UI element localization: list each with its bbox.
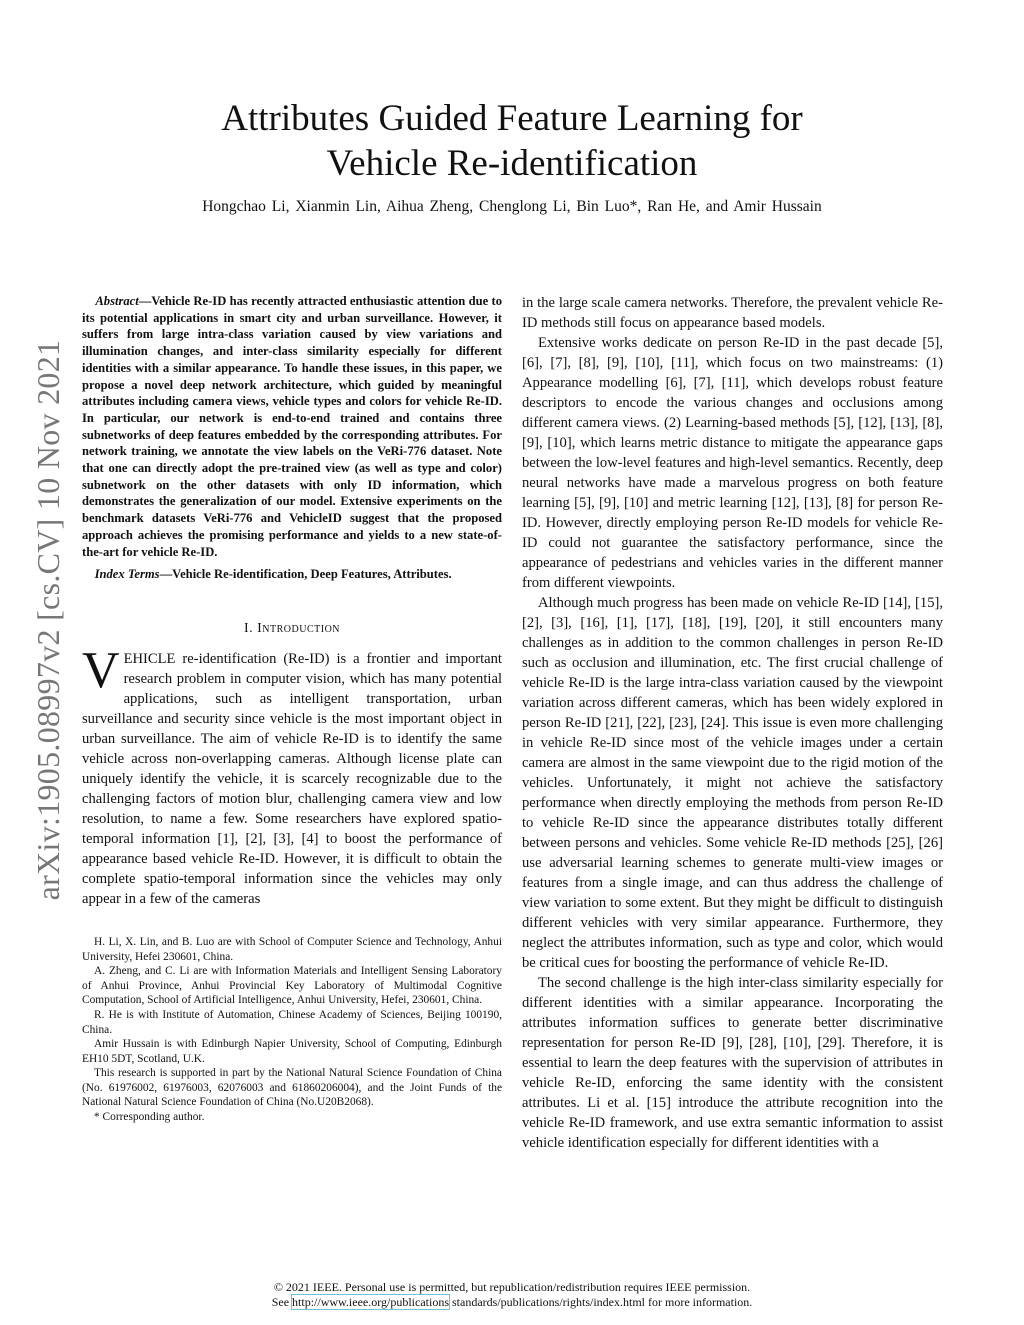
footnote-item: Amir Hussain is with Edinburgh Napier University, School of Computing, Edinburgh EH10 5DT, Scotland, U.K.: [82, 1038, 502, 1065]
body-paragraph: in the large scale camera networks. Therefore, the prevalent vehicle Re-ID methods still focus on appearance based models.: [522, 295, 943, 331]
intro-text: EHICLE re-identification (Re-ID) is a frontier and important research problem in computer vision, which has many potential applications, such as intelligent transportation, urban surveillance and security since vehicle is the most important object in urban surveillance. The aim of vehicle Re-ID is to identify the same vehicle across non-overlapping cameras. Although license plate can uniquely identify the vehicle, it is scarcely recognizable due to the challenging factors of motion blur, challenging camera view and low resolution, to name a few. Some researchers have explored spatio-temporal information [1], [2], [3], [4] to boost the performance of appearance based vehicle Re-ID. However, it is difficult to obtain the complete spatio-temporal information since the vehicles may only appear in a few of the cameras: [82, 650, 502, 907]
paper-title: [0, 96, 1024, 186]
abstract: [82, 293, 502, 560]
intro-paragraph: [82, 641, 502, 909]
body-paragraph: Extensive works dedicate on person Re-ID in the past decade [5], [6], [7], [8], [9], [10], [11], which focus on two mainstreams: (1) Appearance modelling [6], [7], [11], which develops robust feature descriptors to encode the various changes and occlusions among different camera views. (2) Learning-based methods [5], [12], [13], [8], [9], [10], which learns metric distance to mitigate the appearance gaps between the low-level features and high-level semantics. Recently, deep neural networks have made a marvelous progress on both feature learning [5], [9], [10] and metric learning [12], [13], [8] for person Re-ID. However, directly employing person Re-ID models for vehicle Re-ID could not guarantee the satisfactory performance, since the appearance of pedestrians and vehicles varies in the different manner from different viewpoints.: [522, 335, 943, 591]
ieee-publications-link[interactable]: http://www.ieee.org/publications: [292, 1295, 450, 1309]
arxiv-stamp: arXiv:1905.08997v2 [cs.CV] 10 Nov 2021: [30, 339, 66, 901]
right-column: [522, 293, 943, 1153]
copyright-rest: standards/publications/rights/index.html for more information.: [449, 1295, 753, 1309]
section-number: I.: [243, 620, 258, 636]
footnote-item: H. Li, X. Lin, and B. Luo are with School of Computer Science and Technology, Anhui University, Hefei 230601, China.: [82, 935, 502, 963]
footnote-item: * Corresponding author.: [94, 1111, 205, 1124]
index-terms-label: Index Terms: [94, 567, 160, 582]
abstract-label: Abstract: [95, 294, 139, 308]
copyright-see: See: [271, 1295, 293, 1309]
section-heading: [82, 619, 502, 639]
footnotes: [82, 935, 502, 1125]
copyright-notice: [0, 1280, 1024, 1310]
copyright-line-2: [0, 1295, 1024, 1310]
left-column: [82, 293, 502, 1125]
drop-cap: V: [82, 641, 120, 699]
body-paragraph: The second challenge is the high inter-class similarity especially for different identities with a similar appearance. Incorporating the attributes information suffices to generate better discriminative representation for person Re-ID [9], [28], [10], [29]. Therefore, it is essential to learn the deep features with the supervision of attributes in vehicle Re-ID, enforcing the same identity with the consistent attributes. Li et al. [15] introduce the attribute recognition into the vehicle Re-ID framework, and use extra semantic information to assist vehicle identification especially for different identities with a: [522, 975, 943, 1151]
section-title: Introduction: [257, 620, 341, 636]
footnote-item: This research is supported in part by the National Natural Science Foundation of China (No. 61976002, 61976003, 62076003 and 61860206004), and the Joint Funds of the National Natural Science Foundation of China (No.U20B2068).: [82, 1067, 502, 1109]
index-terms: [82, 566, 502, 583]
footnote-item: R. He is with Institute of Automation, Chinese Academy of Sciences, Beijing 100190, China.: [82, 1008, 502, 1036]
abstract-text: —Vehicle Re-ID has recently attracted enthusiastic attention due to its potential applications in smart city and urban surveillance. However, it suffers from large intra-class variation caused by view variations and illumination changes, and inter-class similarity especially for different identities with a similar appearance. To handle these issues, in this paper, we propose a novel deep network architecture, which guided by meaningful attributes including camera views, vehicle types and colors for vehicle Re-ID. In particular, our network is end-to-end trained and contains three subnetworks of deep features embedded by the corresponding attributes. For network training, we annotate the view labels on the VeRi-776 dataset. Note that one can directly adopt the pre-trained view (as well as type and color) subnetwork on the other datasets with only ID information, which demonstrates the generalization of our model. Extensive experiments on the benchmark datasets VeRi-776 and VehicleID suggest that the proposed approach achieves the promising performance and yields to a new state-of-the-art for vehicle Re-ID.: [82, 294, 502, 559]
body-paragraph: Although much progress has been made on vehicle Re-ID [14], [15], [2], [3], [16], [1], [17], [18], [19], [20], it still encounters many challenges as in addition to the common challenges in person Re-ID such as occlusion and illumination, etc. The first crucial challenge of vehicle Re-ID is the large intra-class variation caused by the viewpoint variation across different cameras, which has been widely explored in person Re-ID [21], [22], [23], [24]. This issue is even more challenging in vehicle Re-ID since most of the vehicle images under a certain camera are almost in the same viewpoint due to the rigid motion of the vehicles. Unfortunately, it might not achieve the satisfactory performance when directly employing the methods from person Re-ID to vehicle Re-ID since the appearance distributes totally different between persons and vehicles. Some vehicle Re-ID methods [25], [26] use adversarial learning schemes to generate multi-view images or features from a single image, and can thus address the challenge of view variation to some extent. But they might be difficult to distinguish different vehicles with very similar appearance. Furthermore, they neglect the attributes information, such as type and color, which would be critical cues for boosting the performance of vehicle Re-ID.: [522, 595, 943, 971]
title-line-1: Attributes Guided Feature Learning for: [221, 98, 803, 139]
copyright-line-1: © 2021 IEEE. Personal use is permitted, but republication/redistribution requires IEEE permission.: [273, 1280, 751, 1294]
author-list: Hongchao Li, Xianmin Lin, Aihua Zheng, Chenglong Li, Bin Luo*, Ran He, and Amir Hussain: [202, 198, 822, 215]
title-line-2: Vehicle Re-identification: [326, 143, 698, 184]
footnote-item: A. Zheng, and C. Li are with Information Materials and Intelligent Sensing Laboratory of Anhui Province, Anhui Provincial Key Laboratory of Multimodal Cognitive Computation, School of Artificial Intelligence, Anhui University, Hefei, 230601, China.: [82, 965, 502, 1007]
index-terms-text: —Vehicle Re-identification, Deep Features, Attributes.: [159, 567, 452, 582]
